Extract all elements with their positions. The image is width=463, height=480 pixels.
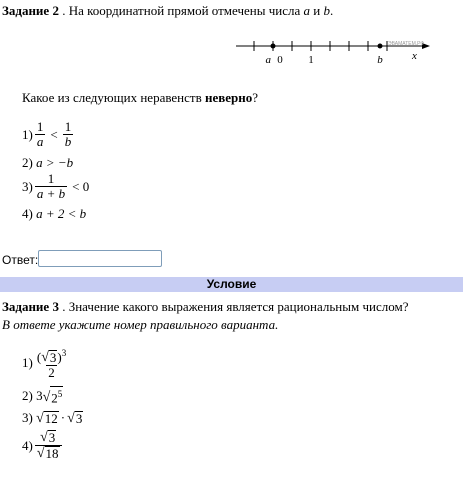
radicand: 3 [75, 410, 83, 426]
option-number: 3) [22, 410, 33, 425]
answer-label: Ответ: [2, 253, 39, 267]
fraction [35, 120, 46, 149]
conj: и [309, 3, 324, 18]
question-bold: неверно [204, 90, 253, 105]
radicand: 3 [48, 430, 56, 445]
task3-heading [2, 299, 408, 315]
frac-num: ( √ 3 )$^3$ [36, 348, 67, 366]
question-post: ? [252, 90, 259, 105]
point-b [378, 44, 383, 49]
sqrt: √ 18 [36, 446, 59, 461]
task3-option-3 [22, 410, 83, 426]
var-b: b [323, 3, 330, 18]
operator: < [50, 126, 58, 142]
task3-hint: В ответе укажите номер правильного варианта. [2, 317, 279, 332]
option-number: 2) [22, 387, 33, 403]
task2-label: Задание 2 [2, 3, 59, 18]
label-zero: 0 [277, 54, 283, 66]
var-a: a [303, 3, 310, 18]
exponent: 3 [61, 348, 67, 358]
fraction [35, 346, 68, 380]
dot-operator: · [60, 410, 66, 425]
task3-text: . Значение какого выражения является рациональным числом? [58, 299, 409, 314]
number-line [234, 36, 434, 68]
radicand: 3 [49, 350, 57, 366]
point-a [271, 44, 276, 49]
frac-den: a + b [36, 186, 66, 201]
option-number: 3) [22, 178, 33, 194]
frac-num [38, 430, 58, 445]
task2-text: . На координатной прямой отмечены числа [58, 3, 304, 18]
task2-option-3 [22, 172, 89, 201]
sqrt: √ 12 [36, 410, 58, 426]
radicand-base: 2 [51, 390, 58, 406]
condition-bar[interactable]: Условие [0, 277, 463, 292]
task2-question [22, 90, 258, 106]
frac-den: b [64, 134, 72, 149]
task2-heading [2, 3, 333, 19]
option-number: 4) [22, 437, 33, 453]
fraction [63, 120, 74, 149]
period: . [329, 3, 334, 18]
sqrt: √ 3 [40, 430, 56, 445]
radicand: 18 [45, 446, 59, 461]
task3-option-4 [22, 430, 64, 461]
fraction [35, 172, 67, 201]
frac-den: 2 [48, 365, 55, 381]
task2-option-4 [22, 206, 86, 222]
sqrt: √ 3 [41, 350, 57, 366]
label-b: b [377, 54, 383, 66]
task2-option-2 [22, 155, 73, 171]
task3-option-2 [22, 386, 63, 405]
frac-num: 1 [36, 119, 44, 134]
label-a: a [265, 54, 271, 66]
sqrt: √ 3 [67, 410, 83, 426]
option-number: 4) [22, 206, 33, 221]
answer-input[interactable] [38, 250, 162, 267]
frac-den [35, 445, 62, 461]
watermark: ЭВАМАТЕМ.РФ [388, 41, 425, 47]
task3-label: Задание 3 [2, 299, 59, 314]
fraction [35, 430, 62, 461]
frac-num: 1 [64, 119, 72, 134]
option-number: 1) [22, 355, 33, 371]
frac-num: 1 [47, 171, 55, 186]
task2-option-1 [22, 120, 75, 149]
sqrt: √ $2^5$ [43, 386, 64, 405]
exponent: 5 [57, 389, 63, 399]
option-text: a + 2 < b [36, 206, 87, 221]
frac-den: a [36, 134, 44, 149]
option-number: 1) [22, 126, 33, 142]
option-number: 2) [22, 155, 33, 170]
label-x: x [412, 50, 417, 62]
label-one: 1 [308, 54, 314, 66]
radicand: 12 [44, 410, 58, 426]
task3-option-1 [22, 346, 70, 380]
option-rest: < 0 [72, 178, 90, 194]
radicand [50, 386, 63, 405]
option-text: a > −b [36, 155, 74, 170]
coefficient: 3 [36, 387, 43, 403]
question-pre: Какое из следующих неравенств [22, 90, 205, 105]
